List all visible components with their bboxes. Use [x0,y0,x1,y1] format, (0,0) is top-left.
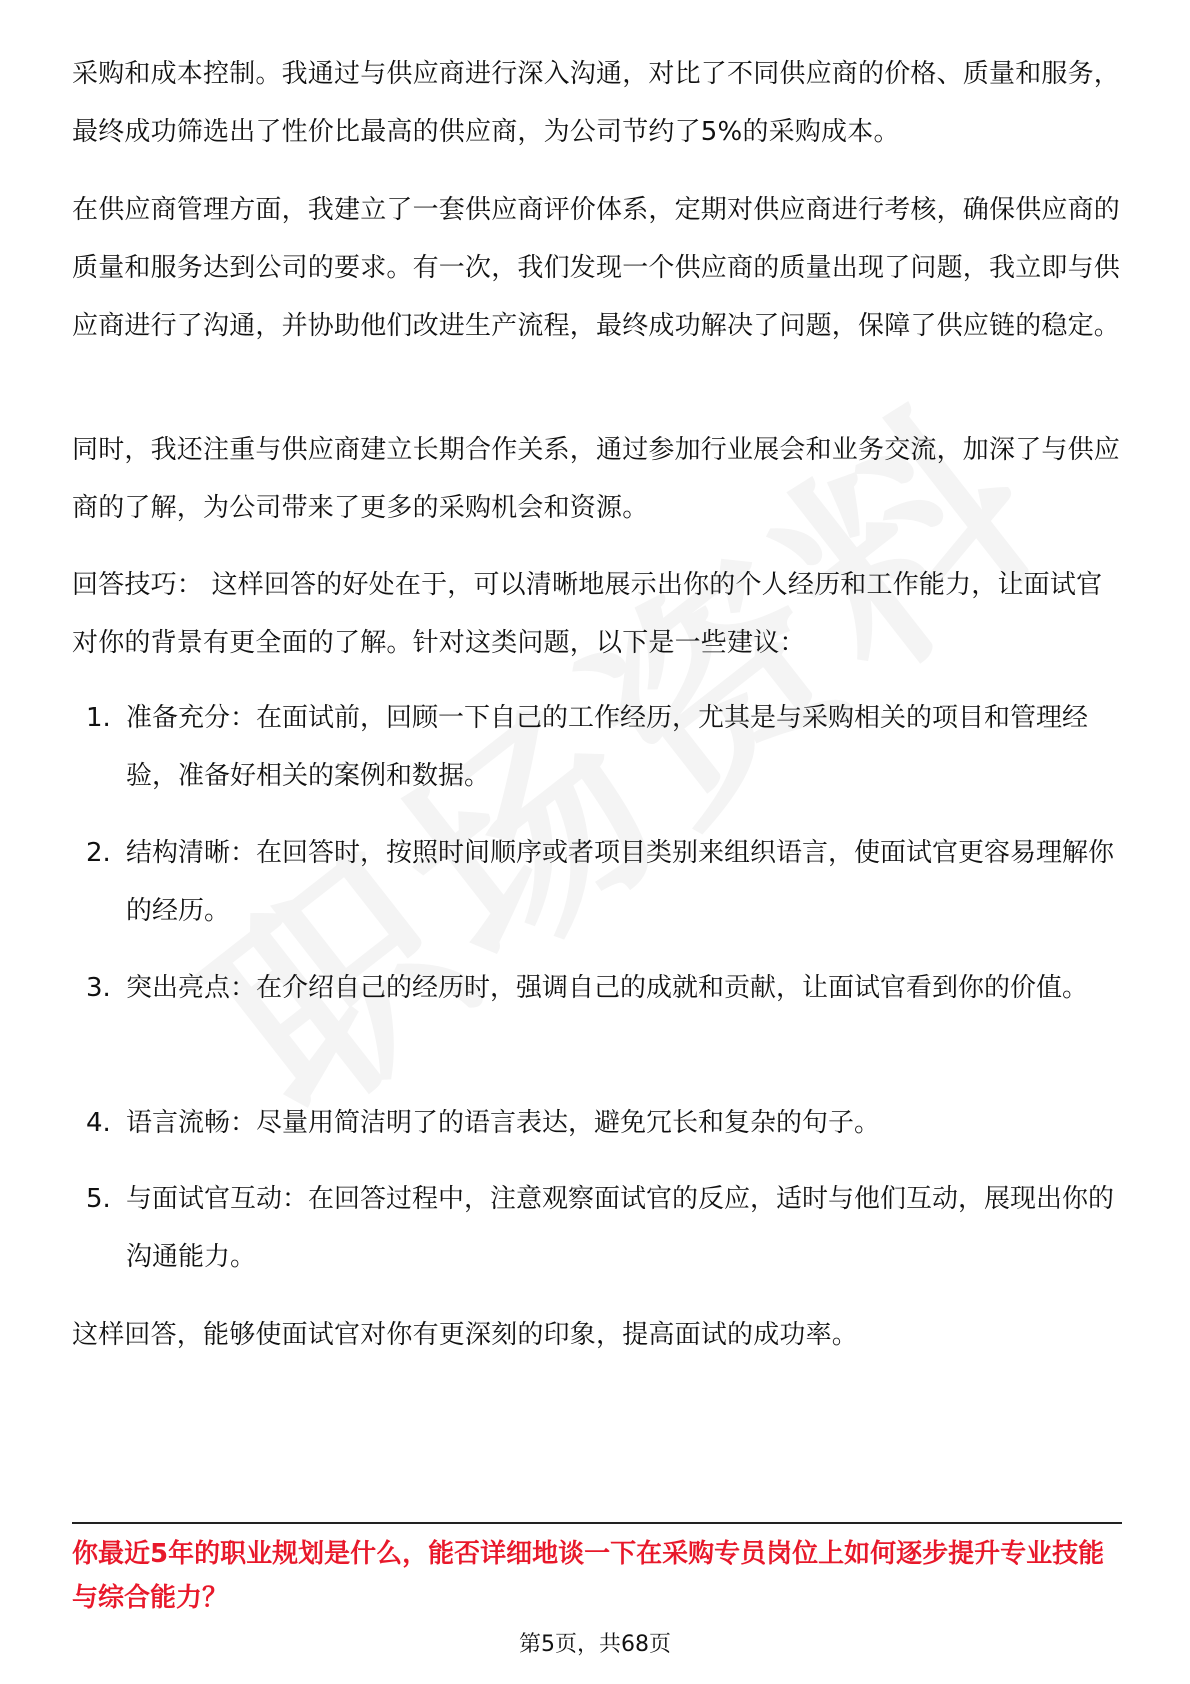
list-number: 5. [86,1184,111,1214]
list-text: 结构清晰：在回答时，按照时间顺序或者项目类别来组织语言，使面试官更容易理解你的经历。 [126,838,1115,926]
paragraph-answer-tips: 回答技巧： 这样回答的好处在于，可以清晰地展示出你的个人经历和工作能力，让面试官对你的背景有更全面的了解。针对这类问题，以下是一些建议： [72,570,1103,658]
list-number: 3. [86,973,111,1003]
page-number-footer: 第5页，共68页 [519,1632,671,1657]
list-text: 语言流畅：尽量用简洁明了的语言表达，避免冗长和复杂的句子。 [126,1108,881,1138]
paragraph-long-term-cooperation: 同时，我还注重与供应商建立长期合作关系，通过参加行业展会和业务交流，加深了与供应商的了解，为公司带来了更多的采购机会和资源。 [72,435,1121,523]
list-text: 突出亮点：在介绍自己的经历时，强调自己的成就和贡献，让面试官看到你的价值。 [126,973,1089,1003]
section-divider [72,1522,1122,1524]
list-number: 1. [86,703,111,733]
list-number: 4. [86,1108,111,1138]
list-item [72,959,1122,1017]
list-text: 准备充分：在面试前，回顾一下自己的工作经历，尤其是与采购相关的项目和管理经验，准备好相关的案例和数据。 [126,703,1089,791]
list-item [72,1094,1122,1152]
list-item [72,689,1122,805]
paragraph-supplier-management: 在供应商管理方面，我建立了一套供应商评价体系，定期对供应商进行考核，确保供应商的质量和服务达到公司的要求。有一次，我们发现一个供应商的质量出现了问题，我立即与供应商进行了沟通，并协助他们改进生产流程，最终成功解决了问题，保障了供应链的稳定。 [72,195,1121,341]
paragraph-closing: 这样回答，能够使面试官对你有更深刻的印象，提高面试的成功率。 [72,1320,859,1350]
paragraph-procurement-cost: 采购和成本控制。我通过与供应商进行深入沟通，对比了不同供应商的价格、质量和服务，最终成功筛选出了性价比最高的供应商，为公司节约了5%的采购成本。 [72,59,1121,147]
list-item [72,824,1122,940]
list-text: 与面试官互动：在回答过程中，注意观察面试官的反应，适时与他们互动，展现出你的沟通能力。 [126,1184,1115,1272]
list-item [72,1170,1122,1286]
next-question-heading: 你最近5年的职业规划是什么，能否详细地谈一下在采购专员岗位上如何逐步提升专业技能与综合能力？ [72,1539,1105,1613]
list-number: 2. [86,838,111,868]
